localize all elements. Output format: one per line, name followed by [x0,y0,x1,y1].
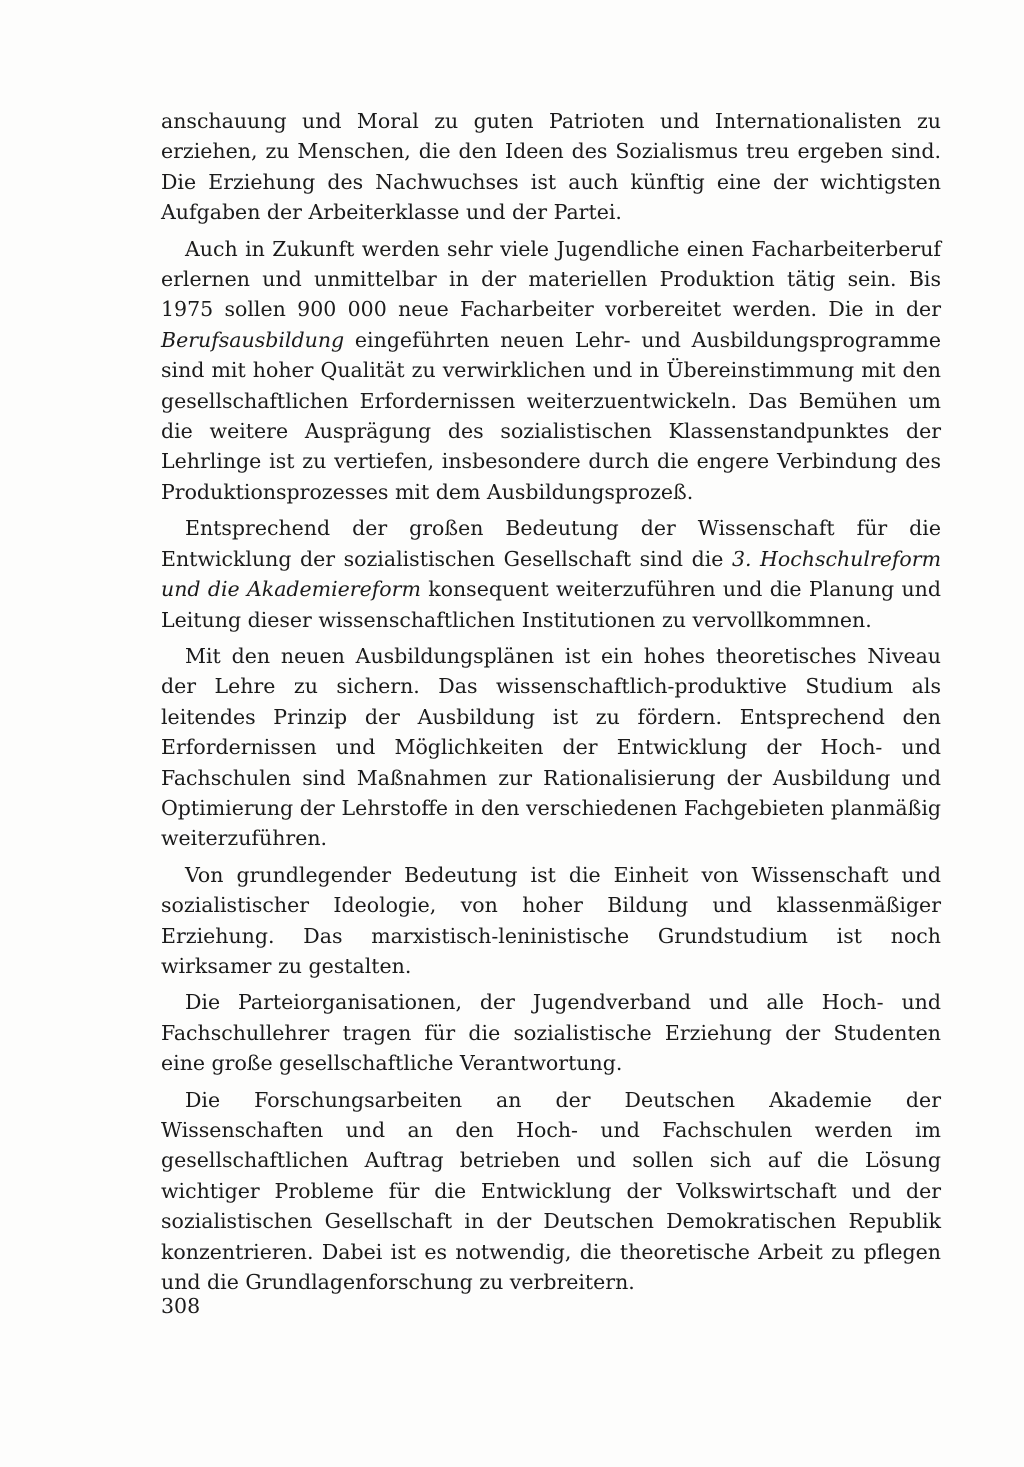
paragraph-2-emphasis: Berufsausbildung [161,327,345,352]
paragraph-6-text: Die Parteiorganisationen, der Jugendverband und alle Hoch- und Fachschullehrer tragen für die sozialistische Erziehung der Studenten eine große gesellschaftliche Verantwortung. [161,990,941,1076]
paragraph-2-text-b: eingeführten neuen Lehr- und Ausbildungsprogramme sind mit hoher Qualität zu verwirklichen und in Übereinstimmung mit den gesellschaftlichen Erfordernissen weiterzuentwickeln. Das Bemühen um die weitere Ausprägung des sozialistischen Klassenstandpunktes der Lehrlinge ist zu vertiefen, insbesondere durch die engere Verbindung des Produktionsprozesses mit dem Ausbildungsprozeß. [161,327,941,504]
body-text [161,106,941,1303]
paragraph-7 [161,1085,941,1298]
paragraph-1 [161,106,941,228]
page-number: 308 [161,1294,201,1318]
paragraph-3 [161,513,941,635]
paragraph-4 [161,641,941,854]
paragraph-2-text-a: Auch in Zukunft werden sehr viele Jugendliche einen Facharbeiterberuf erlernen und unmittelbar in der materiellen Produktion tätig sein. Bis 1975 sollen 900 000 neue Facharbeiter vorbereitet werden. Die in der [161,236,941,322]
paragraph-2 [161,234,941,508]
paragraph-3-text-a: Entsprechend der großen Bedeutung der Wissenschaft für die Entwicklung der sozialistischen Gesellschaft sind die [161,516,941,571]
paragraph-4-text: Mit den neuen Ausbildungsplänen ist ein hohes theoretisches Niveau der Lehre zu sichern. Das wissenschaftlich-produktive Studium als leitendes Prinzip der Ausbildung ist zu fördern. Entsprechend den Erfordernissen und Möglichkeiten der Entwicklung der Hoch- und Fachschulen sind Maßnahmen zur Rationalisierung der Ausbildung und Optimierung der Lehrstoffe in den verschiedenen Fachgebieten planmäßig weiterzuführen. [161,643,941,851]
paragraph-6 [161,987,941,1078]
paragraph-3-emphasis: 3. Hochschulreform und die Akademiereform [161,546,942,602]
paragraph-3-text-b: konsequent weiterzuführen und die Planung und Leitung dieser wissenschaftlichen Institutionen zu vervollkommnen. [161,577,941,632]
paragraph-7-text: Die Forschungsarbeiten an der Deutschen Akademie der Wissenschaften und an den Hoch- und Fachschulen werden im gesellschaftlichen Auftrag betrieben und sollen sich auf die Lösung wichtiger Probleme für die Entwicklung der Volkswirtschaft und der sozialistischen Gesellschaft in der Deutschen Demokratischen Republik konzentrieren. Dabei ist es notwendig, die theoretische Arbeit zu pflegen und die Grundlagenforschung zu verbreitern. [161,1087,941,1295]
paragraph-1-text: anschauung und Moral zu guten Patrioten und Internationalisten zu erziehen, zu Menschen, die den Ideen des Sozialismus treu ergeben sind. Die Erziehung des Nachwuchses ist auch künftig eine der wichtigsten Aufgaben der Arbeiterklasse und der Partei. [161,109,941,225]
paragraph-5 [161,860,941,982]
paragraph-5-text: Von grundlegender Bedeutung ist die Einheit von Wissenschaft und sozialistischer Ideologie, von hoher Bildung und klassenmäßiger Erziehung. Das marxistisch-leninistische Grundstudium ist noch wirksamer zu gestalten. [161,862,941,978]
